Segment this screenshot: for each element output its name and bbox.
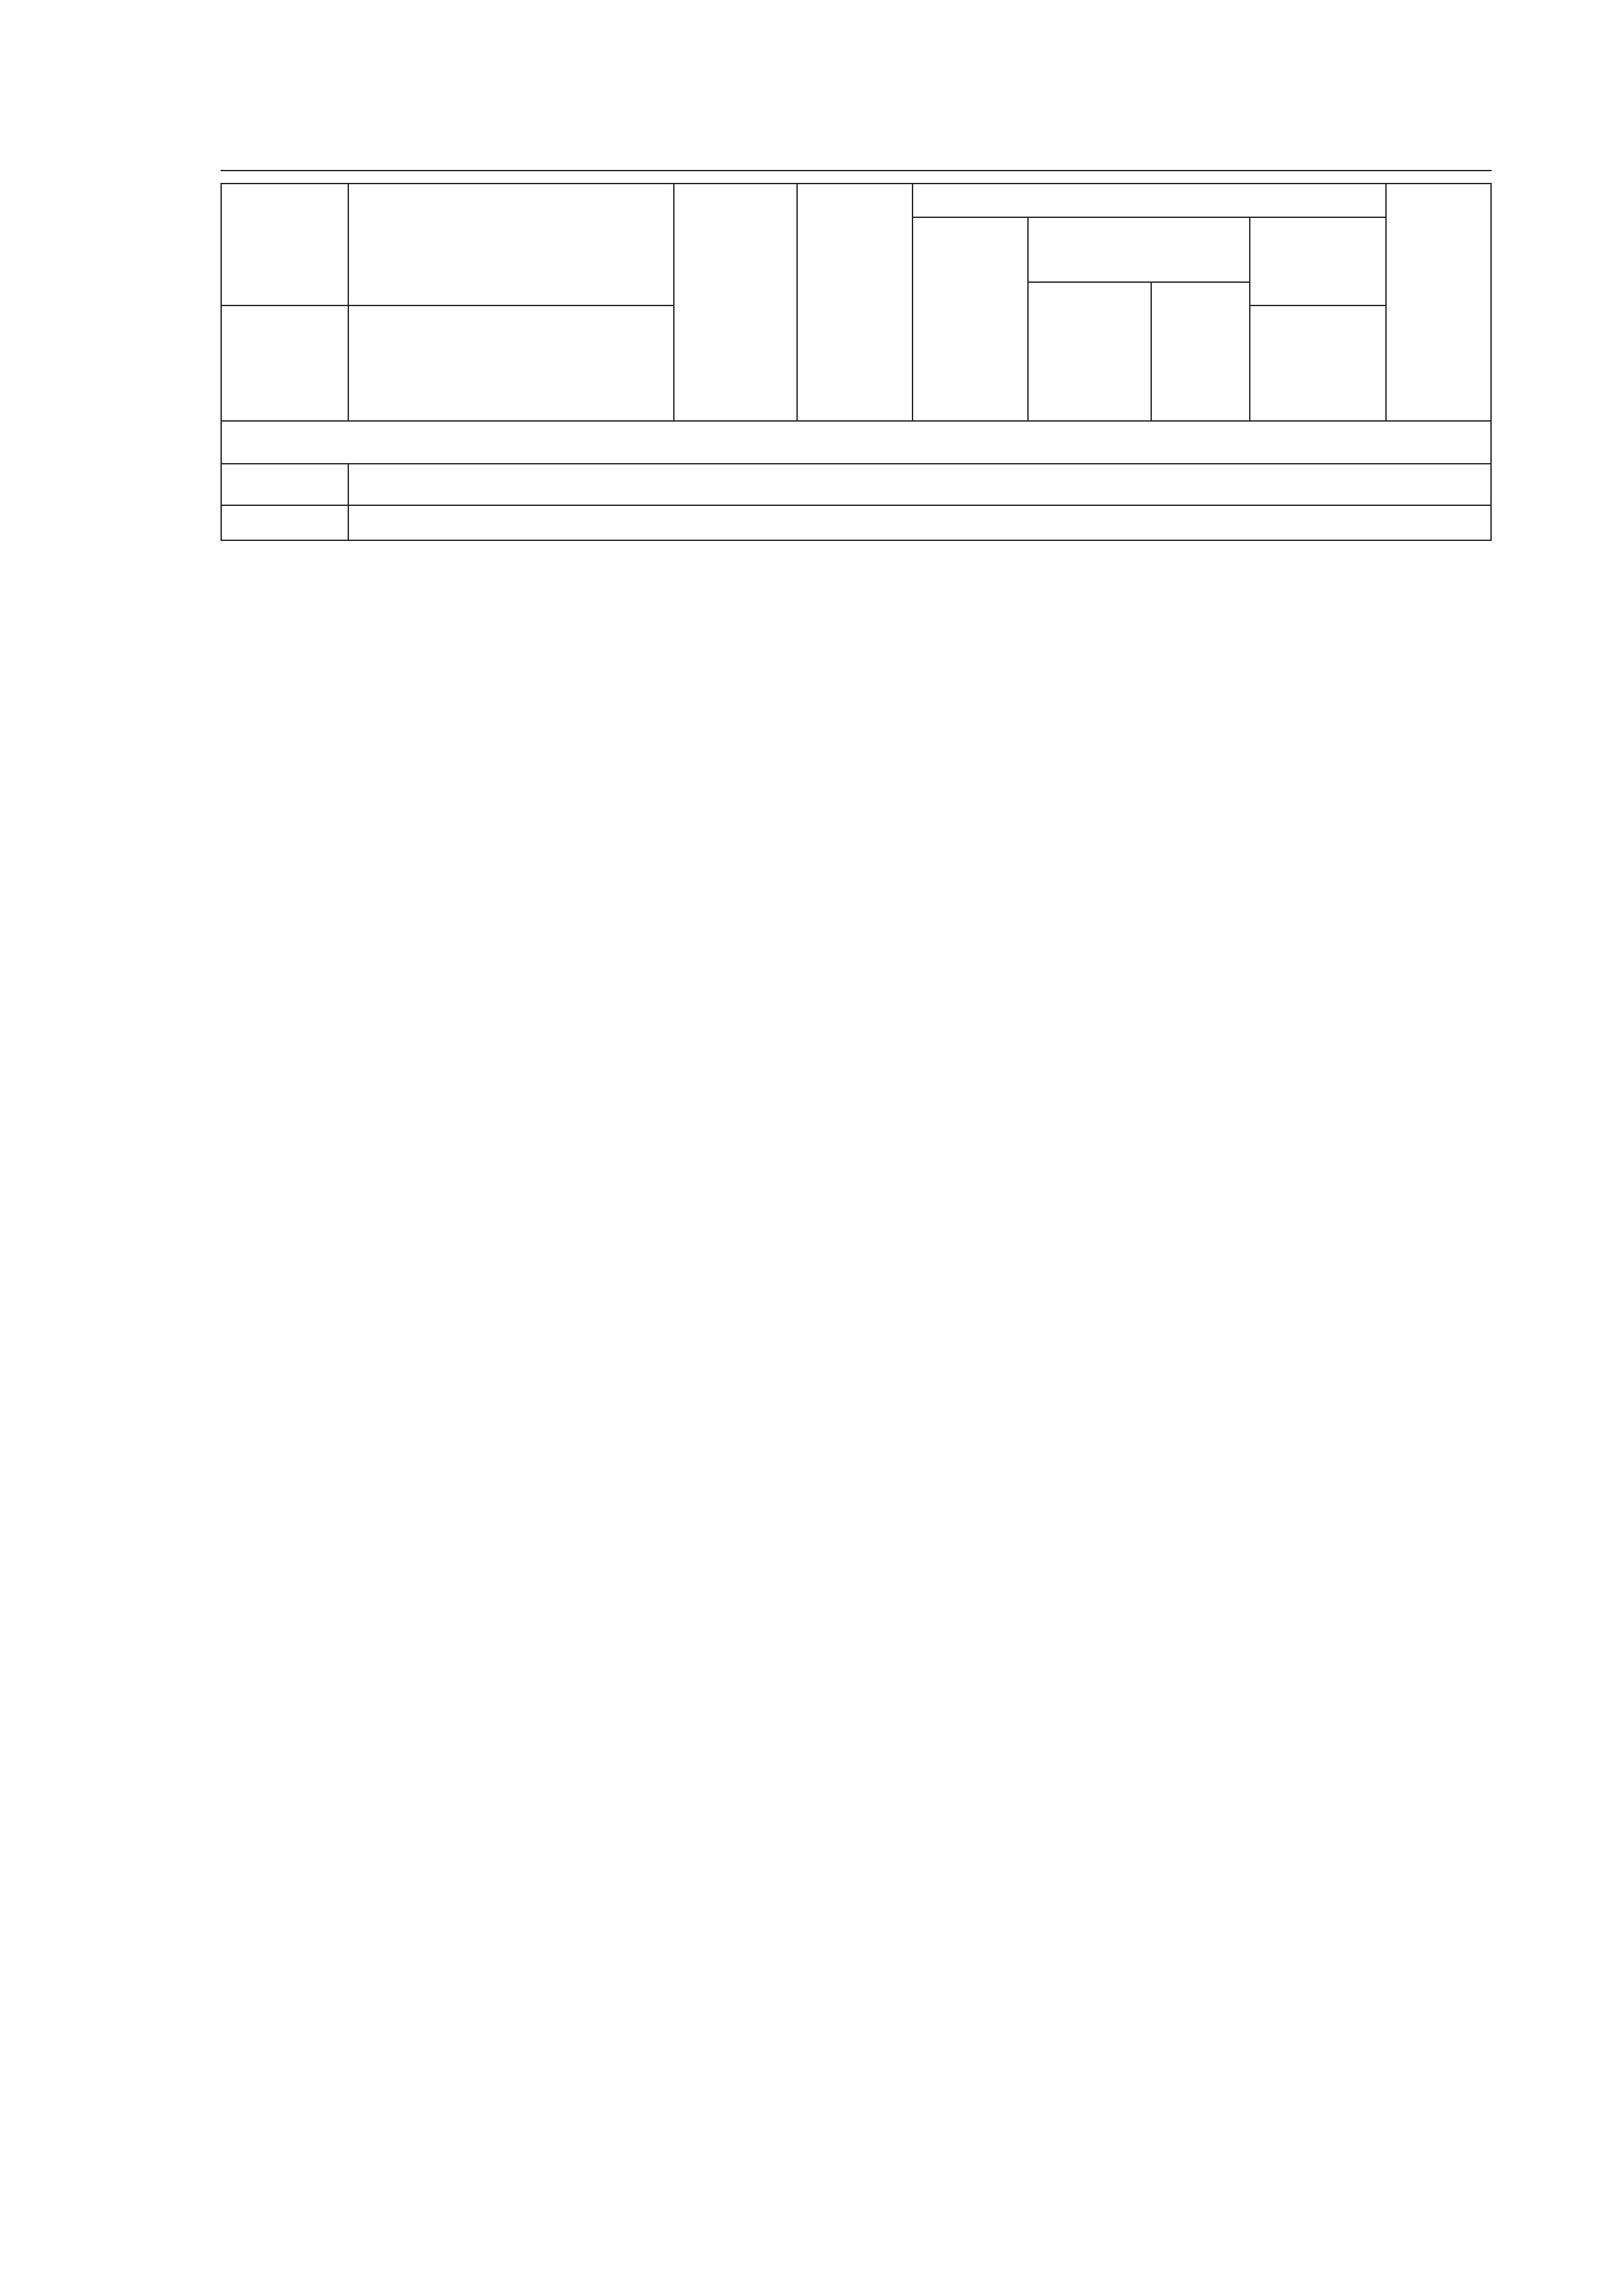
col-name-header bbox=[348, 184, 674, 305]
col-name-alt-header bbox=[348, 305, 674, 421]
measure-spacer bbox=[221, 505, 348, 540]
col-wages-header bbox=[913, 217, 1028, 421]
rates-table bbox=[221, 183, 1492, 541]
col-materials-header bbox=[1250, 217, 1386, 305]
col-labor-header bbox=[1386, 184, 1491, 421]
col-direct-header bbox=[797, 184, 913, 421]
table-title-spacer bbox=[221, 464, 348, 505]
table-head bbox=[221, 184, 1491, 421]
col-code-header bbox=[221, 184, 348, 305]
col-machines-wages-header bbox=[1151, 282, 1250, 421]
section-title bbox=[221, 421, 1491, 464]
header-rule bbox=[221, 170, 1492, 171]
col-machines-header bbox=[1028, 217, 1250, 282]
col-materials-alt-header bbox=[1250, 305, 1386, 421]
table-title bbox=[348, 464, 1491, 505]
col-machines-total-header bbox=[1028, 282, 1151, 421]
measure-label bbox=[348, 505, 1491, 540]
section-block bbox=[221, 421, 1491, 540]
col-unit-header bbox=[674, 184, 797, 421]
col-incl-header bbox=[913, 184, 1386, 217]
col-code-alt-header bbox=[221, 305, 348, 421]
